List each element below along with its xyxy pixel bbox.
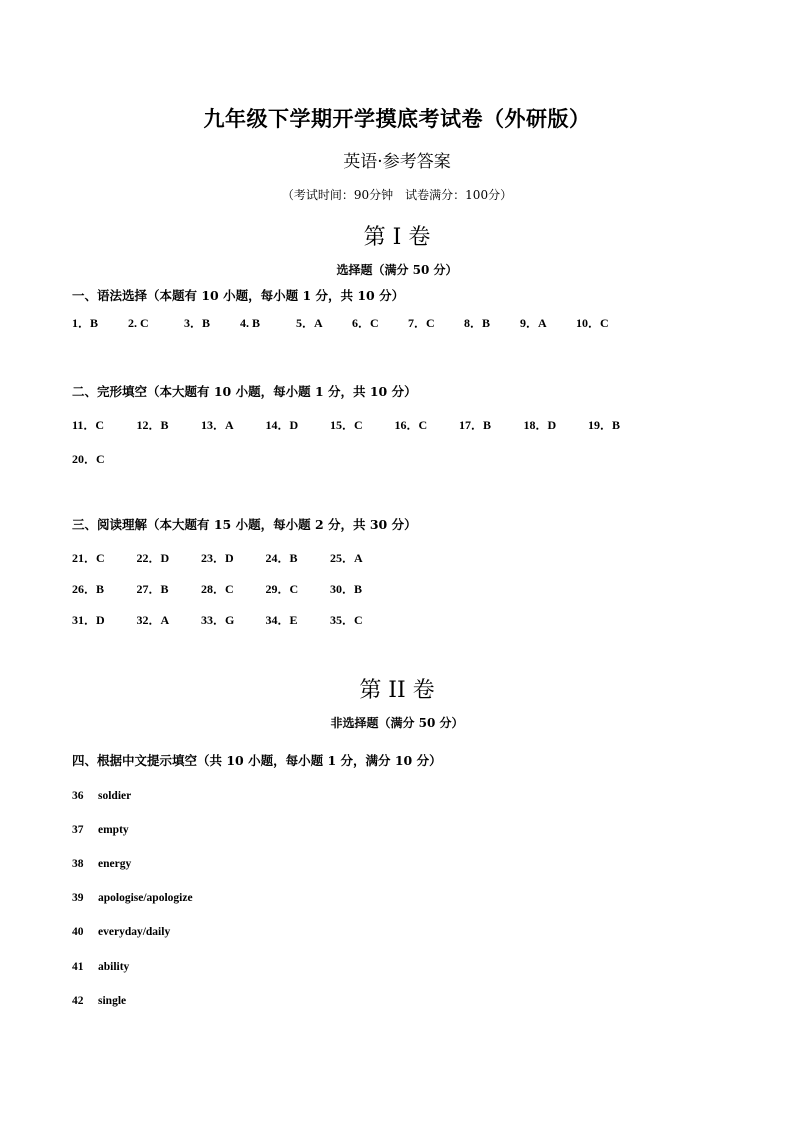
answer-item: 14．D [265, 418, 299, 432]
answer-item: 32．A [136, 613, 170, 627]
answer-row [72, 580, 362, 597]
fill-answer-number: 38 [72, 858, 84, 870]
answer-item: 29．C [265, 582, 299, 596]
answer-row [72, 549, 363, 566]
fill-answer-number: 36 [72, 790, 84, 802]
volume-1-title: 第 I 卷 [363, 225, 431, 250]
answer-item: 30．B [330, 582, 363, 596]
fill-answer-text: soldier [98, 790, 132, 802]
answer-row [72, 611, 363, 628]
answer-item: 31．D [72, 613, 105, 627]
fill-answer-item [72, 824, 129, 836]
volume-2-part-title: 非选择题（满分 50 分） [330, 716, 464, 730]
fill-answer-text: apologise/apologize [98, 892, 193, 904]
fill-answer-number: 37 [72, 824, 84, 836]
fill-answer-item [72, 926, 170, 938]
answer-item: 33．G [201, 613, 235, 627]
exam-info: （考试时间：90分钟 试卷满分：100分） [281, 188, 513, 202]
answer-item: 16．C [394, 418, 428, 432]
fill-answer-number: 42 [72, 995, 84, 1007]
volume-1-part-title: 选择题（满分 50 分） [336, 263, 458, 277]
answer-item: 26．B [72, 582, 105, 596]
answer-item: 10．C [576, 316, 609, 330]
answer-item: 34．E [265, 613, 298, 627]
exam-subtitle: 英语·参考答案 [343, 152, 451, 172]
fill-answer-item [72, 995, 126, 1007]
answer-item: 8．B [464, 316, 491, 330]
answer-item: 2. C [128, 316, 149, 330]
fill-answer-text: empty [98, 824, 129, 836]
answer-item: 22．D [136, 551, 170, 565]
fill-answer-number: 39 [72, 892, 84, 904]
fill-answer-text: single [98, 995, 127, 1007]
answer-row [72, 314, 609, 331]
answer-item: 35．C [330, 613, 363, 627]
fill-answer-item [72, 790, 131, 802]
fill-answer-item [72, 858, 131, 870]
answer-row [72, 450, 105, 467]
section-2-heading: 二、完形填空（本大题有 10 小题，每小题 1 分，共 10 分） [72, 384, 417, 399]
answer-item: 25．A [330, 551, 363, 565]
answer-item: 3．B [184, 316, 211, 330]
answer-item: 5．A [296, 316, 323, 330]
fill-answer-text: everyday/daily [98, 926, 171, 938]
volume-2-title: 第 II 卷 [359, 678, 435, 703]
answer-item: 23．D [201, 551, 234, 565]
fill-answer-number: 41 [72, 961, 84, 973]
section-4-heading: 四、根据中文提示填空（共 10 小题，每小题 1 分，满分 10 分） [72, 753, 442, 768]
answer-item: 7．C [408, 316, 435, 330]
answer-item: 13．A [201, 418, 234, 432]
answer-item: 19．B [588, 418, 621, 432]
answer-item: 15．C [330, 418, 363, 432]
answer-item: 20．C [72, 452, 105, 466]
fill-answer-item [72, 961, 129, 973]
answer-item: 17．B [459, 418, 492, 432]
exam-title: 九年级下学期开学摸底考试卷（外研版） [203, 106, 591, 131]
section-1-heading: 一、语法选择（本题有 10 小题，每小题 1 分，共 10 分） [72, 288, 405, 303]
answer-item: 18．D [523, 418, 557, 432]
answer-item: 21．C [72, 551, 105, 565]
section-3-heading: 三、阅读理解（本大题有 15 小题，每小题 2 分，共 30 分） [72, 517, 417, 532]
fill-answer-item [72, 892, 193, 904]
fill-answer-text: energy [98, 858, 132, 870]
answer-item: 24．B [265, 551, 298, 565]
answer-item: 11．C [72, 418, 105, 432]
answer-item: 28．C [201, 582, 234, 596]
answer-row [72, 416, 620, 433]
answer-item: 27．B [136, 582, 169, 596]
answer-item: 12．B [136, 418, 169, 432]
answer-item: 9．A [520, 316, 547, 330]
answer-item: 1．B [72, 316, 99, 330]
fill-answer-number: 40 [72, 926, 84, 938]
fill-answer-text: ability [98, 961, 130, 973]
answer-item: 4. B [240, 316, 261, 330]
answer-item: 6．C [352, 316, 379, 330]
